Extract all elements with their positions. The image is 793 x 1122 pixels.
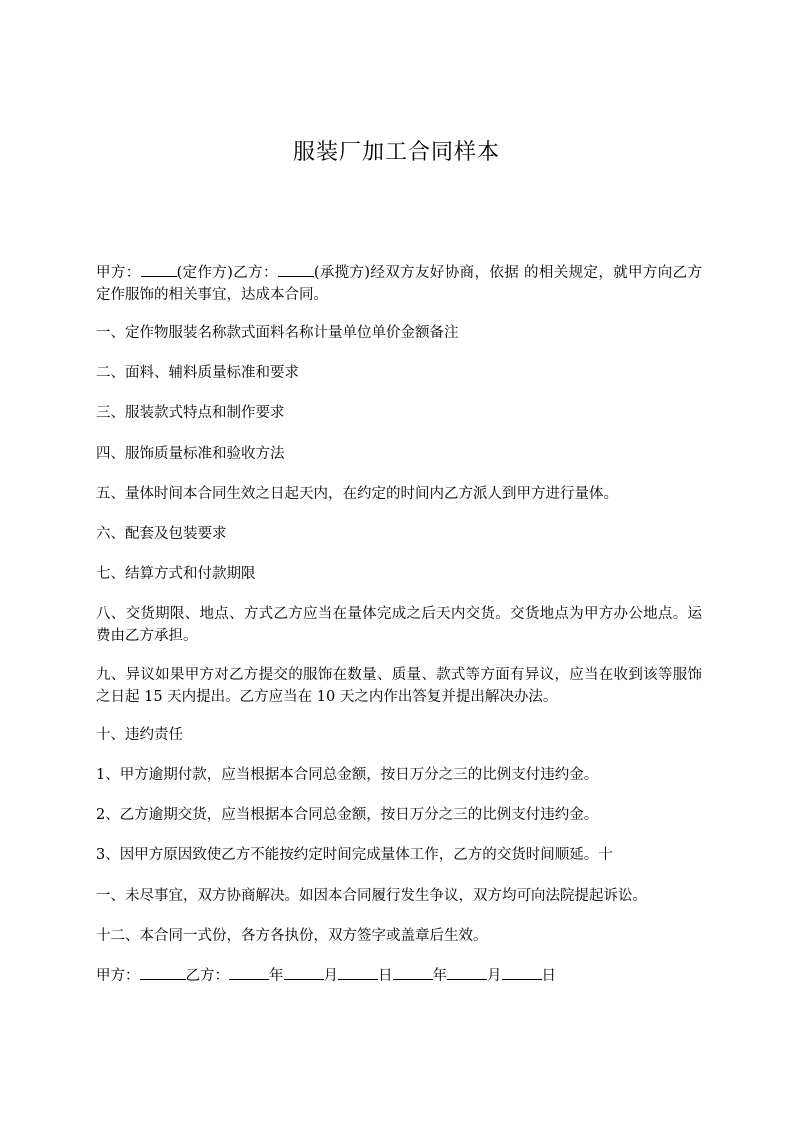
day-2-blank: [502, 965, 542, 980]
month-2-label: 月: [487, 968, 502, 984]
clause-3: 三、服装款式特点和制作要求: [96, 405, 285, 421]
signature-line: [96, 965, 702, 987]
clause-8: 八、交货期限、地点、方式乙方应当在量体完成之后天内交货。交货地点为甲方办公地点。运费由乙方承担。: [96, 606, 702, 644]
party-a-blank: [141, 262, 177, 277]
signature-party-a-blank: [140, 965, 186, 980]
year-1-blank: [229, 965, 269, 980]
clause-4: 四、服饰质量标准和验收方法: [96, 446, 285, 462]
clause-1: 一、定作物服装名称款式面料名称计量单位单价金额备注: [96, 325, 459, 341]
clause-10-item-1: 1、甲方逾期付款，应当根据本合同总金额，按日万分之三的比例支付违约金。: [96, 767, 599, 783]
clause-11: 一、未尽事宜，双方协商解决。如因本合同履行发生争议，双方均可向法院提起诉讼。: [96, 888, 647, 904]
day-1-label: 日: [378, 968, 393, 984]
year-2-blank: [393, 965, 433, 980]
year-2-label: 年: [432, 968, 447, 984]
party-b-blank: [278, 262, 314, 277]
month-1-label: 月: [323, 968, 338, 984]
document-title: 服装厂加工合同样本: [292, 140, 500, 165]
clause-5: 五、量体时间本合同生效之日起天内，在约定的时间内乙方派人到甲方进行量体。: [96, 486, 618, 502]
day-1-blank: [338, 965, 378, 980]
clause-9: 九、异议如果甲方对乙方提交的服饰在数量、质量、款式等方面有异议，应当在收到该等服饰之日起 15 天内提出。乙方应当在 10 天之内作出答复并提出解决办法。: [96, 667, 702, 705]
clause-12: 十二、本合同一式份，各方各执份，双方签字或盖章后生效。: [96, 928, 488, 944]
year-1-label: 年: [269, 968, 284, 984]
clause-7: 七、结算方式和付款期限: [96, 566, 256, 582]
intro-paragraph: [96, 262, 702, 306]
clause-10: 十、违约责任: [96, 727, 183, 743]
contractor-label: (定作方)乙方：: [176, 265, 278, 281]
signature-party-a-label: 甲方：: [96, 968, 140, 984]
month-2-blank: [447, 965, 487, 980]
party-a-label: 甲方：: [96, 265, 141, 281]
signature-party-b-label: 乙方：: [185, 968, 229, 984]
clause-10-item-2: 2、乙方逾期交货，应当根据本合同总金额，按日万分之三的比例支付违约金。: [96, 807, 599, 823]
clause-6: 六、配套及包装要求: [96, 526, 227, 542]
day-2-label: 日: [541, 968, 556, 984]
month-1-blank: [284, 965, 324, 980]
clause-2: 二、面料、辅料质量标准和要求: [96, 365, 299, 381]
clause-10-item-3: 3、因甲方原因致使乙方不能按约定时间完成量体工作，乙方的交货时间顺延。十: [96, 847, 613, 863]
undertaker-text: (承揽方)经双方友好协商，依据 的相关规定，就甲方向乙方定作服饰的相关事宜，达成本合同。: [96, 265, 703, 303]
